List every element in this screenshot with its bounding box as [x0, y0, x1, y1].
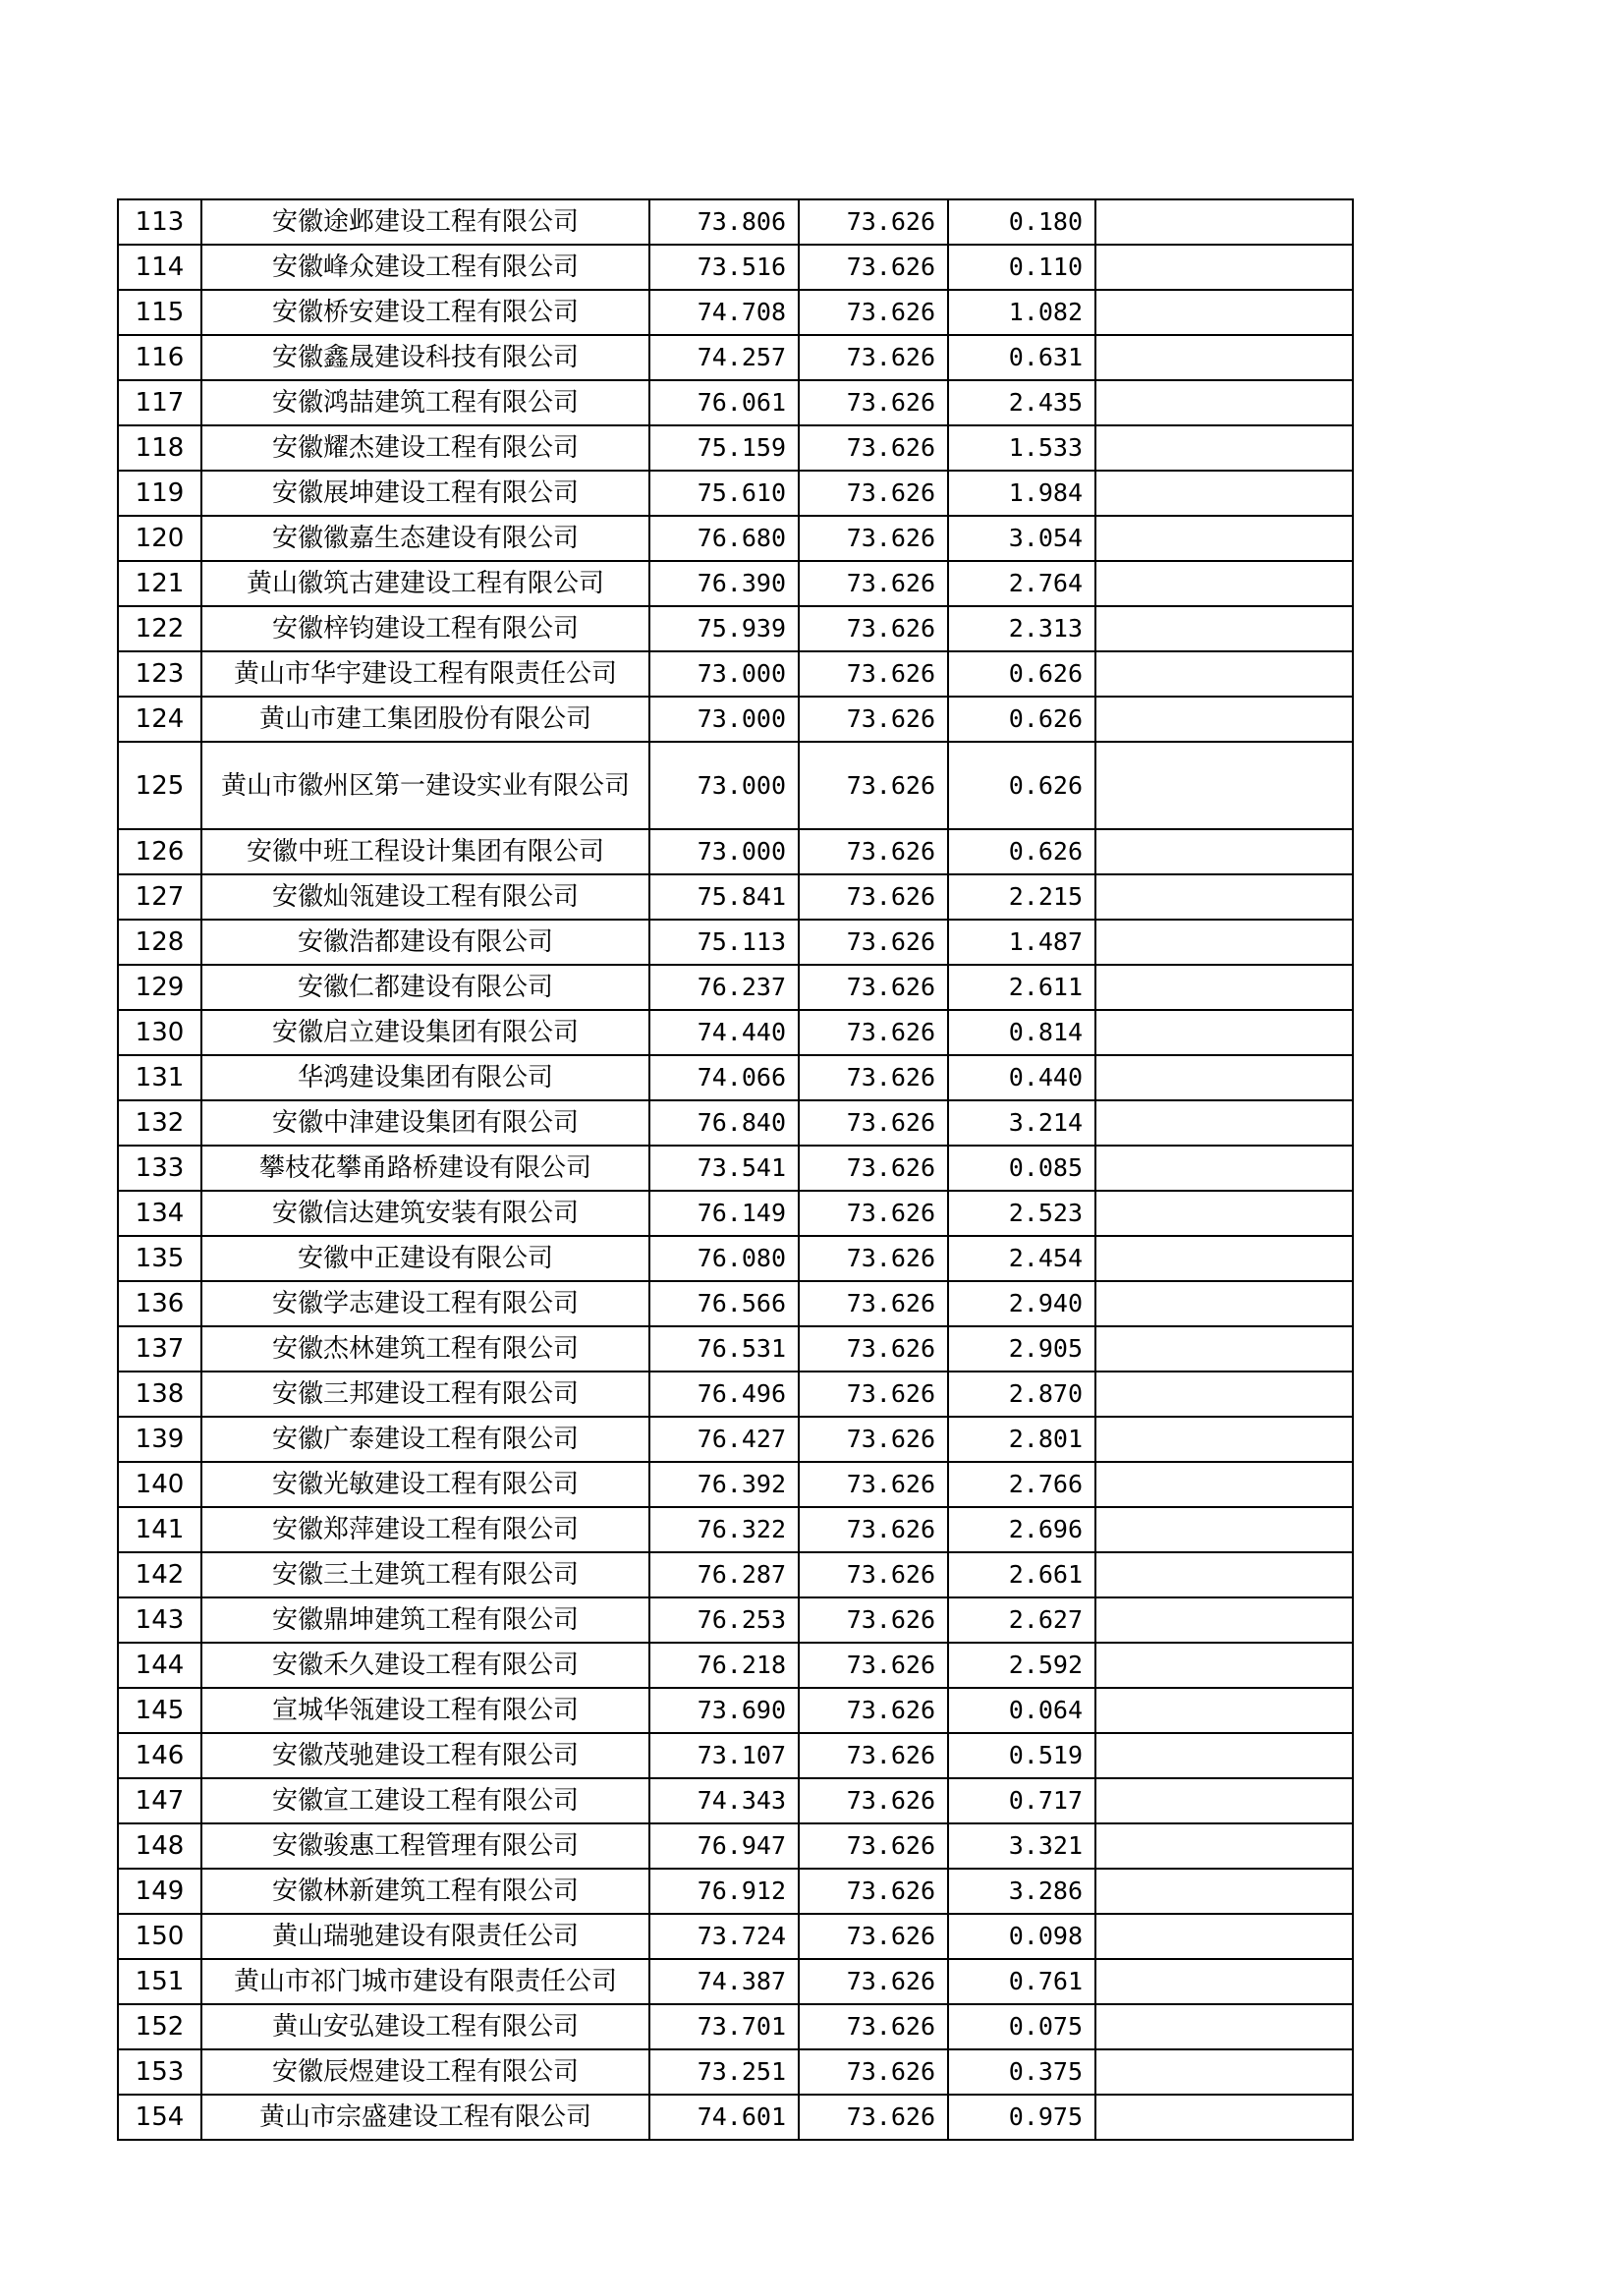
- table-row: [118, 606, 1353, 651]
- base-score-cell: 73.626: [799, 1010, 948, 1055]
- deviation-cell: 0.098: [948, 1914, 1095, 1959]
- note-cell: [1095, 1552, 1353, 1597]
- company-name-cell: 安徽学志建设工程有限公司: [201, 1281, 649, 1326]
- company-name-cell: 黄山市宗盛建设工程有限公司: [201, 2095, 649, 2140]
- table-row: [118, 425, 1353, 471]
- company-name-cell: 安徽郑萍建设工程有限公司: [201, 1507, 649, 1552]
- base-score-cell: 73.626: [799, 199, 948, 245]
- row-number-cell: 128: [118, 920, 201, 965]
- row-number-cell: 113: [118, 199, 201, 245]
- base-score-cell: 73.626: [799, 290, 948, 335]
- company-name-cell: 黄山市华宇建设工程有限责任公司: [201, 651, 649, 697]
- table-row: [118, 742, 1353, 829]
- note-cell: [1095, 1733, 1353, 1778]
- base-score-cell: 73.626: [799, 1869, 948, 1914]
- row-number-cell: 141: [118, 1507, 201, 1552]
- note-cell: [1095, 874, 1353, 920]
- row-number-cell: 120: [118, 516, 201, 561]
- base-score-cell: 73.626: [799, 1688, 948, 1733]
- row-number-cell: 114: [118, 245, 201, 290]
- base-score-cell: 73.626: [799, 1914, 948, 1959]
- deviation-cell: 2.313: [948, 606, 1095, 651]
- score-cell: 76.080: [649, 1236, 799, 1281]
- base-score-cell: 73.626: [799, 697, 948, 742]
- base-score-cell: 73.626: [799, 1326, 948, 1372]
- note-cell: [1095, 1326, 1353, 1372]
- deviation-cell: 0.626: [948, 742, 1095, 829]
- row-number-cell: 140: [118, 1462, 201, 1507]
- row-number-cell: 130: [118, 1010, 201, 1055]
- company-name-cell: 安徽灿瓴建设工程有限公司: [201, 874, 649, 920]
- score-table-body: [118, 199, 1353, 2140]
- base-score-cell: 73.626: [799, 2095, 948, 2140]
- score-cell: 76.566: [649, 1281, 799, 1326]
- score-cell: 73.541: [649, 1146, 799, 1191]
- deviation-cell: 0.075: [948, 2004, 1095, 2049]
- company-name-cell: 黄山徽筑古建建设工程有限公司: [201, 561, 649, 606]
- score-cell: 76.947: [649, 1823, 799, 1869]
- row-number-cell: 139: [118, 1417, 201, 1462]
- company-name-cell: 安徽中班工程设计集团有限公司: [201, 829, 649, 874]
- base-score-cell: 73.626: [799, 245, 948, 290]
- company-name-cell: 安徽途邺建设工程有限公司: [201, 199, 649, 245]
- table-row: [118, 380, 1353, 425]
- row-number-cell: 126: [118, 829, 201, 874]
- note-cell: [1095, 1823, 1353, 1869]
- deviation-cell: 2.454: [948, 1236, 1095, 1281]
- deviation-cell: 1.082: [948, 290, 1095, 335]
- table-row: [118, 2095, 1353, 2140]
- base-score-cell: 73.626: [799, 1236, 948, 1281]
- table-row: [118, 335, 1353, 380]
- table-row: [118, 1191, 1353, 1236]
- company-name-cell: 安徽辰煜建设工程有限公司: [201, 2049, 649, 2095]
- table-row: [118, 1281, 1353, 1326]
- row-number-cell: 154: [118, 2095, 201, 2140]
- base-score-cell: 73.626: [799, 471, 948, 516]
- deviation-cell: 0.085: [948, 1146, 1095, 1191]
- base-score-cell: 73.626: [799, 606, 948, 651]
- deviation-cell: 0.717: [948, 1778, 1095, 1823]
- deviation-cell: 0.975: [948, 2095, 1095, 2140]
- score-cell: 75.113: [649, 920, 799, 965]
- note-cell: [1095, 245, 1353, 290]
- base-score-cell: 73.626: [799, 1100, 948, 1146]
- note-cell: [1095, 1100, 1353, 1146]
- company-name-cell: 安徽光敏建设工程有限公司: [201, 1462, 649, 1507]
- base-score-cell: 73.626: [799, 1959, 948, 2004]
- base-score-cell: 73.626: [799, 2004, 948, 2049]
- score-cell: 75.610: [649, 471, 799, 516]
- row-number-cell: 151: [118, 1959, 201, 2004]
- row-number-cell: 152: [118, 2004, 201, 2049]
- score-cell: 75.841: [649, 874, 799, 920]
- base-score-cell: 73.626: [799, 1733, 948, 1778]
- base-score-cell: 73.626: [799, 1055, 948, 1100]
- deviation-cell: 2.801: [948, 1417, 1095, 1462]
- base-score-cell: 73.626: [799, 651, 948, 697]
- row-number-cell: 149: [118, 1869, 201, 1914]
- score-cell: 73.107: [649, 1733, 799, 1778]
- company-name-cell: 安徽禾久建设工程有限公司: [201, 1643, 649, 1688]
- note-cell: [1095, 1914, 1353, 1959]
- score-cell: 74.708: [649, 290, 799, 335]
- table-row: [118, 1823, 1353, 1869]
- base-score-cell: 73.626: [799, 1146, 948, 1191]
- deviation-cell: 2.764: [948, 561, 1095, 606]
- note-cell: [1095, 2049, 1353, 2095]
- note-cell: [1095, 1191, 1353, 1236]
- deviation-cell: 0.375: [948, 2049, 1095, 2095]
- row-number-cell: 117: [118, 380, 201, 425]
- note-cell: [1095, 965, 1353, 1010]
- deviation-cell: 3.214: [948, 1100, 1095, 1146]
- company-name-cell: 安徽梓钧建设工程有限公司: [201, 606, 649, 651]
- score-cell: 74.257: [649, 335, 799, 380]
- table-row: [118, 1055, 1353, 1100]
- company-name-cell: 安徽茂驰建设工程有限公司: [201, 1733, 649, 1778]
- table-row: [118, 829, 1353, 874]
- score-cell: 73.000: [649, 742, 799, 829]
- table-row: [118, 1372, 1353, 1417]
- row-number-cell: 143: [118, 1597, 201, 1643]
- row-number-cell: 135: [118, 1236, 201, 1281]
- deviation-cell: 0.440: [948, 1055, 1095, 1100]
- company-name-cell: 华鸿建设集团有限公司: [201, 1055, 649, 1100]
- note-cell: [1095, 651, 1353, 697]
- company-name-cell: 安徽鑫晟建设科技有限公司: [201, 335, 649, 380]
- company-name-cell: 安徽中津建设集团有限公司: [201, 1100, 649, 1146]
- deviation-cell: 0.626: [948, 829, 1095, 874]
- score-cell: 73.690: [649, 1688, 799, 1733]
- base-score-cell: 73.626: [799, 425, 948, 471]
- score-cell: 76.237: [649, 965, 799, 1010]
- note-cell: [1095, 1236, 1353, 1281]
- deviation-cell: 0.626: [948, 697, 1095, 742]
- table-row: [118, 2049, 1353, 2095]
- note-cell: [1095, 290, 1353, 335]
- deviation-cell: 3.286: [948, 1869, 1095, 1914]
- base-score-cell: 73.626: [799, 965, 948, 1010]
- row-number-cell: 129: [118, 965, 201, 1010]
- company-name-cell: 安徽三邦建设工程有限公司: [201, 1372, 649, 1417]
- company-name-cell: 黄山市徽州区第一建设实业有限公司: [201, 742, 649, 829]
- base-score-cell: 73.626: [799, 1191, 948, 1236]
- table-row: [118, 1100, 1353, 1146]
- row-number-cell: 118: [118, 425, 201, 471]
- table-row: [118, 1688, 1353, 1733]
- deviation-cell: 2.435: [948, 380, 1095, 425]
- row-number-cell: 115: [118, 290, 201, 335]
- deviation-cell: 3.054: [948, 516, 1095, 561]
- base-score-cell: 73.626: [799, 1778, 948, 1823]
- row-number-cell: 123: [118, 651, 201, 697]
- note-cell: [1095, 380, 1353, 425]
- note-cell: [1095, 1146, 1353, 1191]
- base-score-cell: 73.626: [799, 829, 948, 874]
- table-row: [118, 1914, 1353, 1959]
- base-score-cell: 73.626: [799, 1643, 948, 1688]
- company-name-cell: 安徽启立建设集团有限公司: [201, 1010, 649, 1055]
- note-cell: [1095, 2004, 1353, 2049]
- score-cell: 76.253: [649, 1597, 799, 1643]
- score-cell: 76.287: [649, 1552, 799, 1597]
- company-name-cell: 安徽鼎坤建筑工程有限公司: [201, 1597, 649, 1643]
- company-name-cell: 安徽广泰建设工程有限公司: [201, 1417, 649, 1462]
- company-name-cell: 安徽峰众建设工程有限公司: [201, 245, 649, 290]
- score-cell: 74.343: [649, 1778, 799, 1823]
- table-row: [118, 1146, 1353, 1191]
- note-cell: [1095, 199, 1353, 245]
- score-table: [117, 198, 1354, 2141]
- deviation-cell: 1.487: [948, 920, 1095, 965]
- note-cell: [1095, 606, 1353, 651]
- deviation-cell: 0.519: [948, 1733, 1095, 1778]
- table-row: [118, 1552, 1353, 1597]
- deviation-cell: 0.631: [948, 335, 1095, 380]
- note-cell: [1095, 1507, 1353, 1552]
- score-cell: 73.251: [649, 2049, 799, 2095]
- score-cell: 76.061: [649, 380, 799, 425]
- base-score-cell: 73.626: [799, 742, 948, 829]
- deviation-cell: 2.696: [948, 1507, 1095, 1552]
- table-row: [118, 1236, 1353, 1281]
- table-row: [118, 651, 1353, 697]
- base-score-cell: 73.626: [799, 516, 948, 561]
- company-name-cell: 安徽骏惠工程管理有限公司: [201, 1823, 649, 1869]
- table-row: [118, 1417, 1353, 1462]
- row-number-cell: 142: [118, 1552, 201, 1597]
- row-number-cell: 132: [118, 1100, 201, 1146]
- score-cell: 76.912: [649, 1869, 799, 1914]
- row-number-cell: 138: [118, 1372, 201, 1417]
- company-name-cell: 黄山瑞驰建设有限责任公司: [201, 1914, 649, 1959]
- deviation-cell: 2.523: [948, 1191, 1095, 1236]
- score-cell: 73.000: [649, 829, 799, 874]
- score-cell: 76.427: [649, 1417, 799, 1462]
- company-name-cell: 宣城华瓴建设工程有限公司: [201, 1688, 649, 1733]
- company-name-cell: 安徽徽嘉生态建设有限公司: [201, 516, 649, 561]
- score-cell: 76.392: [649, 1462, 799, 1507]
- row-number-cell: 124: [118, 697, 201, 742]
- row-number-cell: 144: [118, 1643, 201, 1688]
- note-cell: [1095, 516, 1353, 561]
- deviation-cell: 0.814: [948, 1010, 1095, 1055]
- base-score-cell: 73.626: [799, 1372, 948, 1417]
- score-cell: 76.496: [649, 1372, 799, 1417]
- table-row: [118, 516, 1353, 561]
- note-cell: [1095, 425, 1353, 471]
- base-score-cell: 73.626: [799, 1552, 948, 1597]
- note-cell: [1095, 829, 1353, 874]
- deviation-cell: 2.870: [948, 1372, 1095, 1417]
- row-number-cell: 121: [118, 561, 201, 606]
- base-score-cell: 73.626: [799, 1417, 948, 1462]
- score-cell: 73.806: [649, 199, 799, 245]
- deviation-cell: 3.321: [948, 1823, 1095, 1869]
- deviation-cell: 2.661: [948, 1552, 1095, 1597]
- row-number-cell: 137: [118, 1326, 201, 1372]
- deviation-cell: 2.611: [948, 965, 1095, 1010]
- note-cell: [1095, 2095, 1353, 2140]
- table-row: [118, 471, 1353, 516]
- table-row: [118, 2004, 1353, 2049]
- base-score-cell: 73.626: [799, 380, 948, 425]
- company-name-cell: 安徽中正建设有限公司: [201, 1236, 649, 1281]
- score-cell: 74.066: [649, 1055, 799, 1100]
- table-row: [118, 1869, 1353, 1914]
- company-name-cell: 黄山市建工集团股份有限公司: [201, 697, 649, 742]
- deviation-cell: 0.064: [948, 1688, 1095, 1733]
- score-cell: 73.724: [649, 1914, 799, 1959]
- score-cell: 75.939: [649, 606, 799, 651]
- note-cell: [1095, 742, 1353, 829]
- row-number-cell: 136: [118, 1281, 201, 1326]
- row-number-cell: 133: [118, 1146, 201, 1191]
- deviation-cell: 1.984: [948, 471, 1095, 516]
- score-cell: 73.516: [649, 245, 799, 290]
- score-cell: 73.000: [649, 697, 799, 742]
- note-cell: [1095, 1281, 1353, 1326]
- company-name-cell: 安徽展坤建设工程有限公司: [201, 471, 649, 516]
- base-score-cell: 73.626: [799, 335, 948, 380]
- base-score-cell: 73.626: [799, 2049, 948, 2095]
- note-cell: [1095, 1959, 1353, 2004]
- row-number-cell: 153: [118, 2049, 201, 2095]
- score-cell: 76.680: [649, 516, 799, 561]
- company-name-cell: 黄山市祁门城市建设有限责任公司: [201, 1959, 649, 2004]
- table-row: [118, 1507, 1353, 1552]
- table-row: [118, 1778, 1353, 1823]
- score-cell: 76.218: [649, 1643, 799, 1688]
- base-score-cell: 73.626: [799, 1823, 948, 1869]
- note-cell: [1095, 561, 1353, 606]
- company-name-cell: 攀枝花攀甬路桥建设有限公司: [201, 1146, 649, 1191]
- note-cell: [1095, 1597, 1353, 1643]
- table-row: [118, 1597, 1353, 1643]
- base-score-cell: 73.626: [799, 874, 948, 920]
- note-cell: [1095, 697, 1353, 742]
- base-score-cell: 73.626: [799, 1597, 948, 1643]
- deviation-cell: 0.761: [948, 1959, 1095, 2004]
- note-cell: [1095, 1643, 1353, 1688]
- deviation-cell: 2.940: [948, 1281, 1095, 1326]
- base-score-cell: 73.626: [799, 1462, 948, 1507]
- note-cell: [1095, 1688, 1353, 1733]
- table-row: [118, 1959, 1353, 2004]
- deviation-cell: 2.592: [948, 1643, 1095, 1688]
- row-number-cell: 146: [118, 1733, 201, 1778]
- table-row: [118, 1733, 1353, 1778]
- score-cell: 74.440: [649, 1010, 799, 1055]
- row-number-cell: 125: [118, 742, 201, 829]
- company-name-cell: 安徽鸿喆建筑工程有限公司: [201, 380, 649, 425]
- table-row: [118, 1643, 1353, 1688]
- table-row: [118, 561, 1353, 606]
- note-cell: [1095, 1778, 1353, 1823]
- deviation-cell: 0.626: [948, 651, 1095, 697]
- note-cell: [1095, 1869, 1353, 1914]
- deviation-cell: 2.627: [948, 1597, 1095, 1643]
- table-row: [118, 697, 1353, 742]
- score-cell: 75.159: [649, 425, 799, 471]
- base-score-cell: 73.626: [799, 561, 948, 606]
- table-row: [118, 965, 1353, 1010]
- table-row: [118, 920, 1353, 965]
- company-name-cell: 安徽杰林建筑工程有限公司: [201, 1326, 649, 1372]
- note-cell: [1095, 1010, 1353, 1055]
- row-number-cell: 148: [118, 1823, 201, 1869]
- note-cell: [1095, 1055, 1353, 1100]
- company-name-cell: 安徽仁都建设有限公司: [201, 965, 649, 1010]
- company-name-cell: 安徽耀杰建设工程有限公司: [201, 425, 649, 471]
- table-row: [118, 1326, 1353, 1372]
- score-cell: 76.840: [649, 1100, 799, 1146]
- score-cell: 76.390: [649, 561, 799, 606]
- note-cell: [1095, 1417, 1353, 1462]
- deviation-cell: 0.110: [948, 245, 1095, 290]
- note-cell: [1095, 1462, 1353, 1507]
- row-number-cell: 145: [118, 1688, 201, 1733]
- row-number-cell: 119: [118, 471, 201, 516]
- company-name-cell: 安徽浩都建设有限公司: [201, 920, 649, 965]
- company-name-cell: 黄山安弘建设工程有限公司: [201, 2004, 649, 2049]
- score-cell: 74.601: [649, 2095, 799, 2140]
- score-cell: 74.387: [649, 1959, 799, 2004]
- row-number-cell: 127: [118, 874, 201, 920]
- row-number-cell: 122: [118, 606, 201, 651]
- company-name-cell: 安徽三土建筑工程有限公司: [201, 1552, 649, 1597]
- base-score-cell: 73.626: [799, 1507, 948, 1552]
- company-name-cell: 安徽信达建筑安装有限公司: [201, 1191, 649, 1236]
- company-name-cell: 安徽林新建筑工程有限公司: [201, 1869, 649, 1914]
- company-name-cell: 安徽宣工建设工程有限公司: [201, 1778, 649, 1823]
- deviation-cell: 2.905: [948, 1326, 1095, 1372]
- deviation-cell: 2.215: [948, 874, 1095, 920]
- note-cell: [1095, 920, 1353, 965]
- table-row: [118, 245, 1353, 290]
- deviation-cell: 0.180: [948, 199, 1095, 245]
- score-cell: 76.322: [649, 1507, 799, 1552]
- note-cell: [1095, 1372, 1353, 1417]
- table-row: [118, 1010, 1353, 1055]
- row-number-cell: 131: [118, 1055, 201, 1100]
- note-cell: [1095, 471, 1353, 516]
- row-number-cell: 150: [118, 1914, 201, 1959]
- company-name-cell: 安徽桥安建设工程有限公司: [201, 290, 649, 335]
- base-score-cell: 73.626: [799, 920, 948, 965]
- deviation-cell: 1.533: [948, 425, 1095, 471]
- score-cell: 73.000: [649, 651, 799, 697]
- table-row: [118, 199, 1353, 245]
- row-number-cell: 116: [118, 335, 201, 380]
- score-cell: 76.531: [649, 1326, 799, 1372]
- note-cell: [1095, 335, 1353, 380]
- base-score-cell: 73.626: [799, 1281, 948, 1326]
- deviation-cell: 2.766: [948, 1462, 1095, 1507]
- table-row: [118, 290, 1353, 335]
- score-cell: 76.149: [649, 1191, 799, 1236]
- table-row: [118, 874, 1353, 920]
- row-number-cell: 147: [118, 1778, 201, 1823]
- table-row: [118, 1462, 1353, 1507]
- row-number-cell: 134: [118, 1191, 201, 1236]
- score-cell: 73.701: [649, 2004, 799, 2049]
